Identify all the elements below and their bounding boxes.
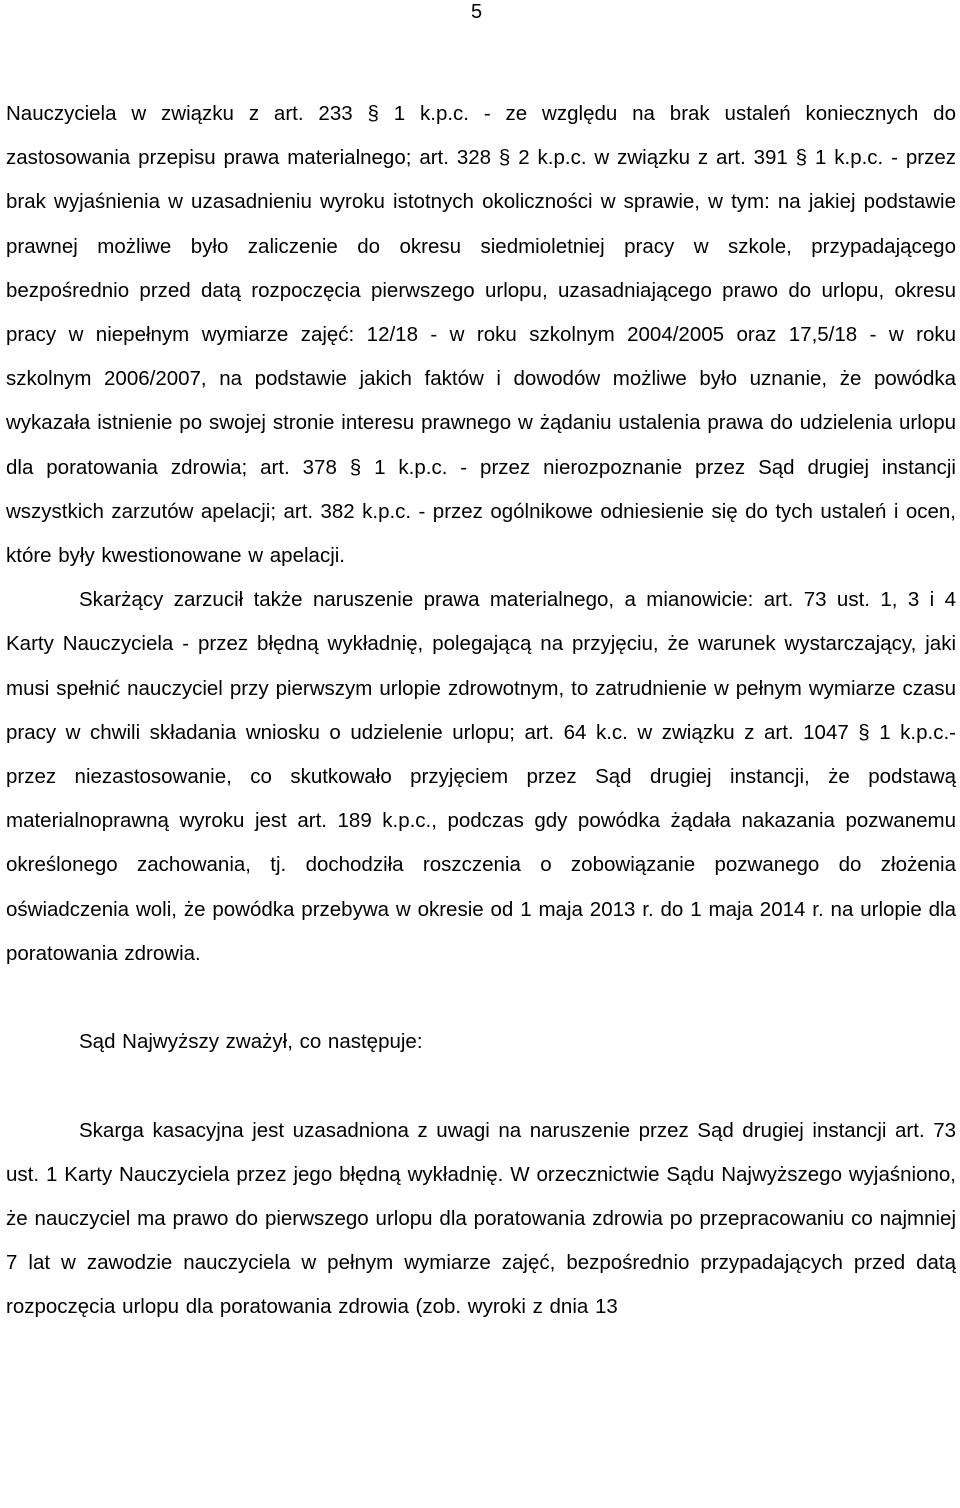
paragraph-court-reasoning: Skarga kasacyjna jest uzasadniona z uwagi na naruszenie przez Sąd drugiej instancji art. 73 ust. 1 Karty Nauczyciela przez jego błędną wykładnię. W orzecznictwie Sądu Najwyższego wyjaśniono, że nauczyciel ma prawo do pierwszego urlopu dla poratowania zdrowia po przepracowaniu co najmniej 7 lat w zawodzie nauczyciela w pełnym wymiarze zajęć, bezpośrednio przypadających przed datą rozpoczęcia urlopu dla poratowania zdrowia (zob. wyroki z dnia 13 [6, 1118, 956, 1319]
spacer [6, 976, 956, 1020]
section-heading-court-considerations: Sąd Najwyższy zważył, co następuje: [79, 1030, 423, 1054]
paragraph-allegations-procedural: Nauczyciela w związku z art. 233 § 1 k.p.c. - ze względu na brak ustaleń koniecznych do zastosowania przepisu prawa materialnego; art. 328 § 2 k.p.c. w związku z art. 391 § 1 k.p.c. - przez brak wyjaśnienia w uzasadnieniu wyroku istotnych okoliczności w sprawie, w tym: na jakiej podstawie prawnej możliwe było zaliczenie do okresu siedmioletniej pracy w szkole, przypadającego bezpośrednio przed datą rozpoczęcia pierwszego urlopu, uzasadniającego prawo do urlopu, okresu pracy w niepełnym wymiarze zajęć: 12/18 - w roku szkolnym 2004/2005 oraz 17,5/18 - w roku szkolnym 2006/2007, na podstawie jakich faktów i dowodów możliwe było uznanie, że powódka wykazała istnienie po swojej stronie interesu prawnego w żądaniu ustalenia prawa do udzielenia urlopu dla poratowania zdrowia; art. 378 § 1 k.p.c. - przez nierozpoznanie przez Sąd drugiej instancji wszystkich zarzutów apelacji; art. 382 k.p.c. - przez ogólnikowe odniesienie się do tych ustaleń i ocen, które były kwestionowane w apelacji. [6, 102, 956, 568]
spacer [6, 1064, 956, 1108]
page-number: 5 [471, 1, 483, 23]
document-body [6, 92, 956, 1330]
paragraph-allegations-substantive: Skarżący zarzucił także naruszenie prawa materialnego, a mianowicie: art. 73 ust. 1, 3 i 4 Karty Nauczyciela - przez błędną wykładnię, polegającą na przyjęciu, że warunek wystarczający, jaki musi spełnić nauczyciel przy pierwszym urlopie zdrowotnym, to zatrudnienie w pełnym wymiarze czasu pracy w chwili składania wniosku o udzielenie urlopu; art. 64 k.c. w związku z art. 1047 § 1 k.p.c.- przez niezastosowanie, co skutkowało przyjęciem przez Sąd drugiej instancji, że podstawą materialnoprawną wyroku jest art. 189 k.p.c., podczas gdy powódka żądała nakazania pozwanemu określonego zachowania, tj. dochodziła roszczenia o zobowiązanie pozwanego do złożenia oświadczenia woli, że powódka przebywa w okresie od 1 maja 2013 r. do 1 maja 2014 r. na urlopie dla poratowania zdrowia. [6, 588, 956, 965]
